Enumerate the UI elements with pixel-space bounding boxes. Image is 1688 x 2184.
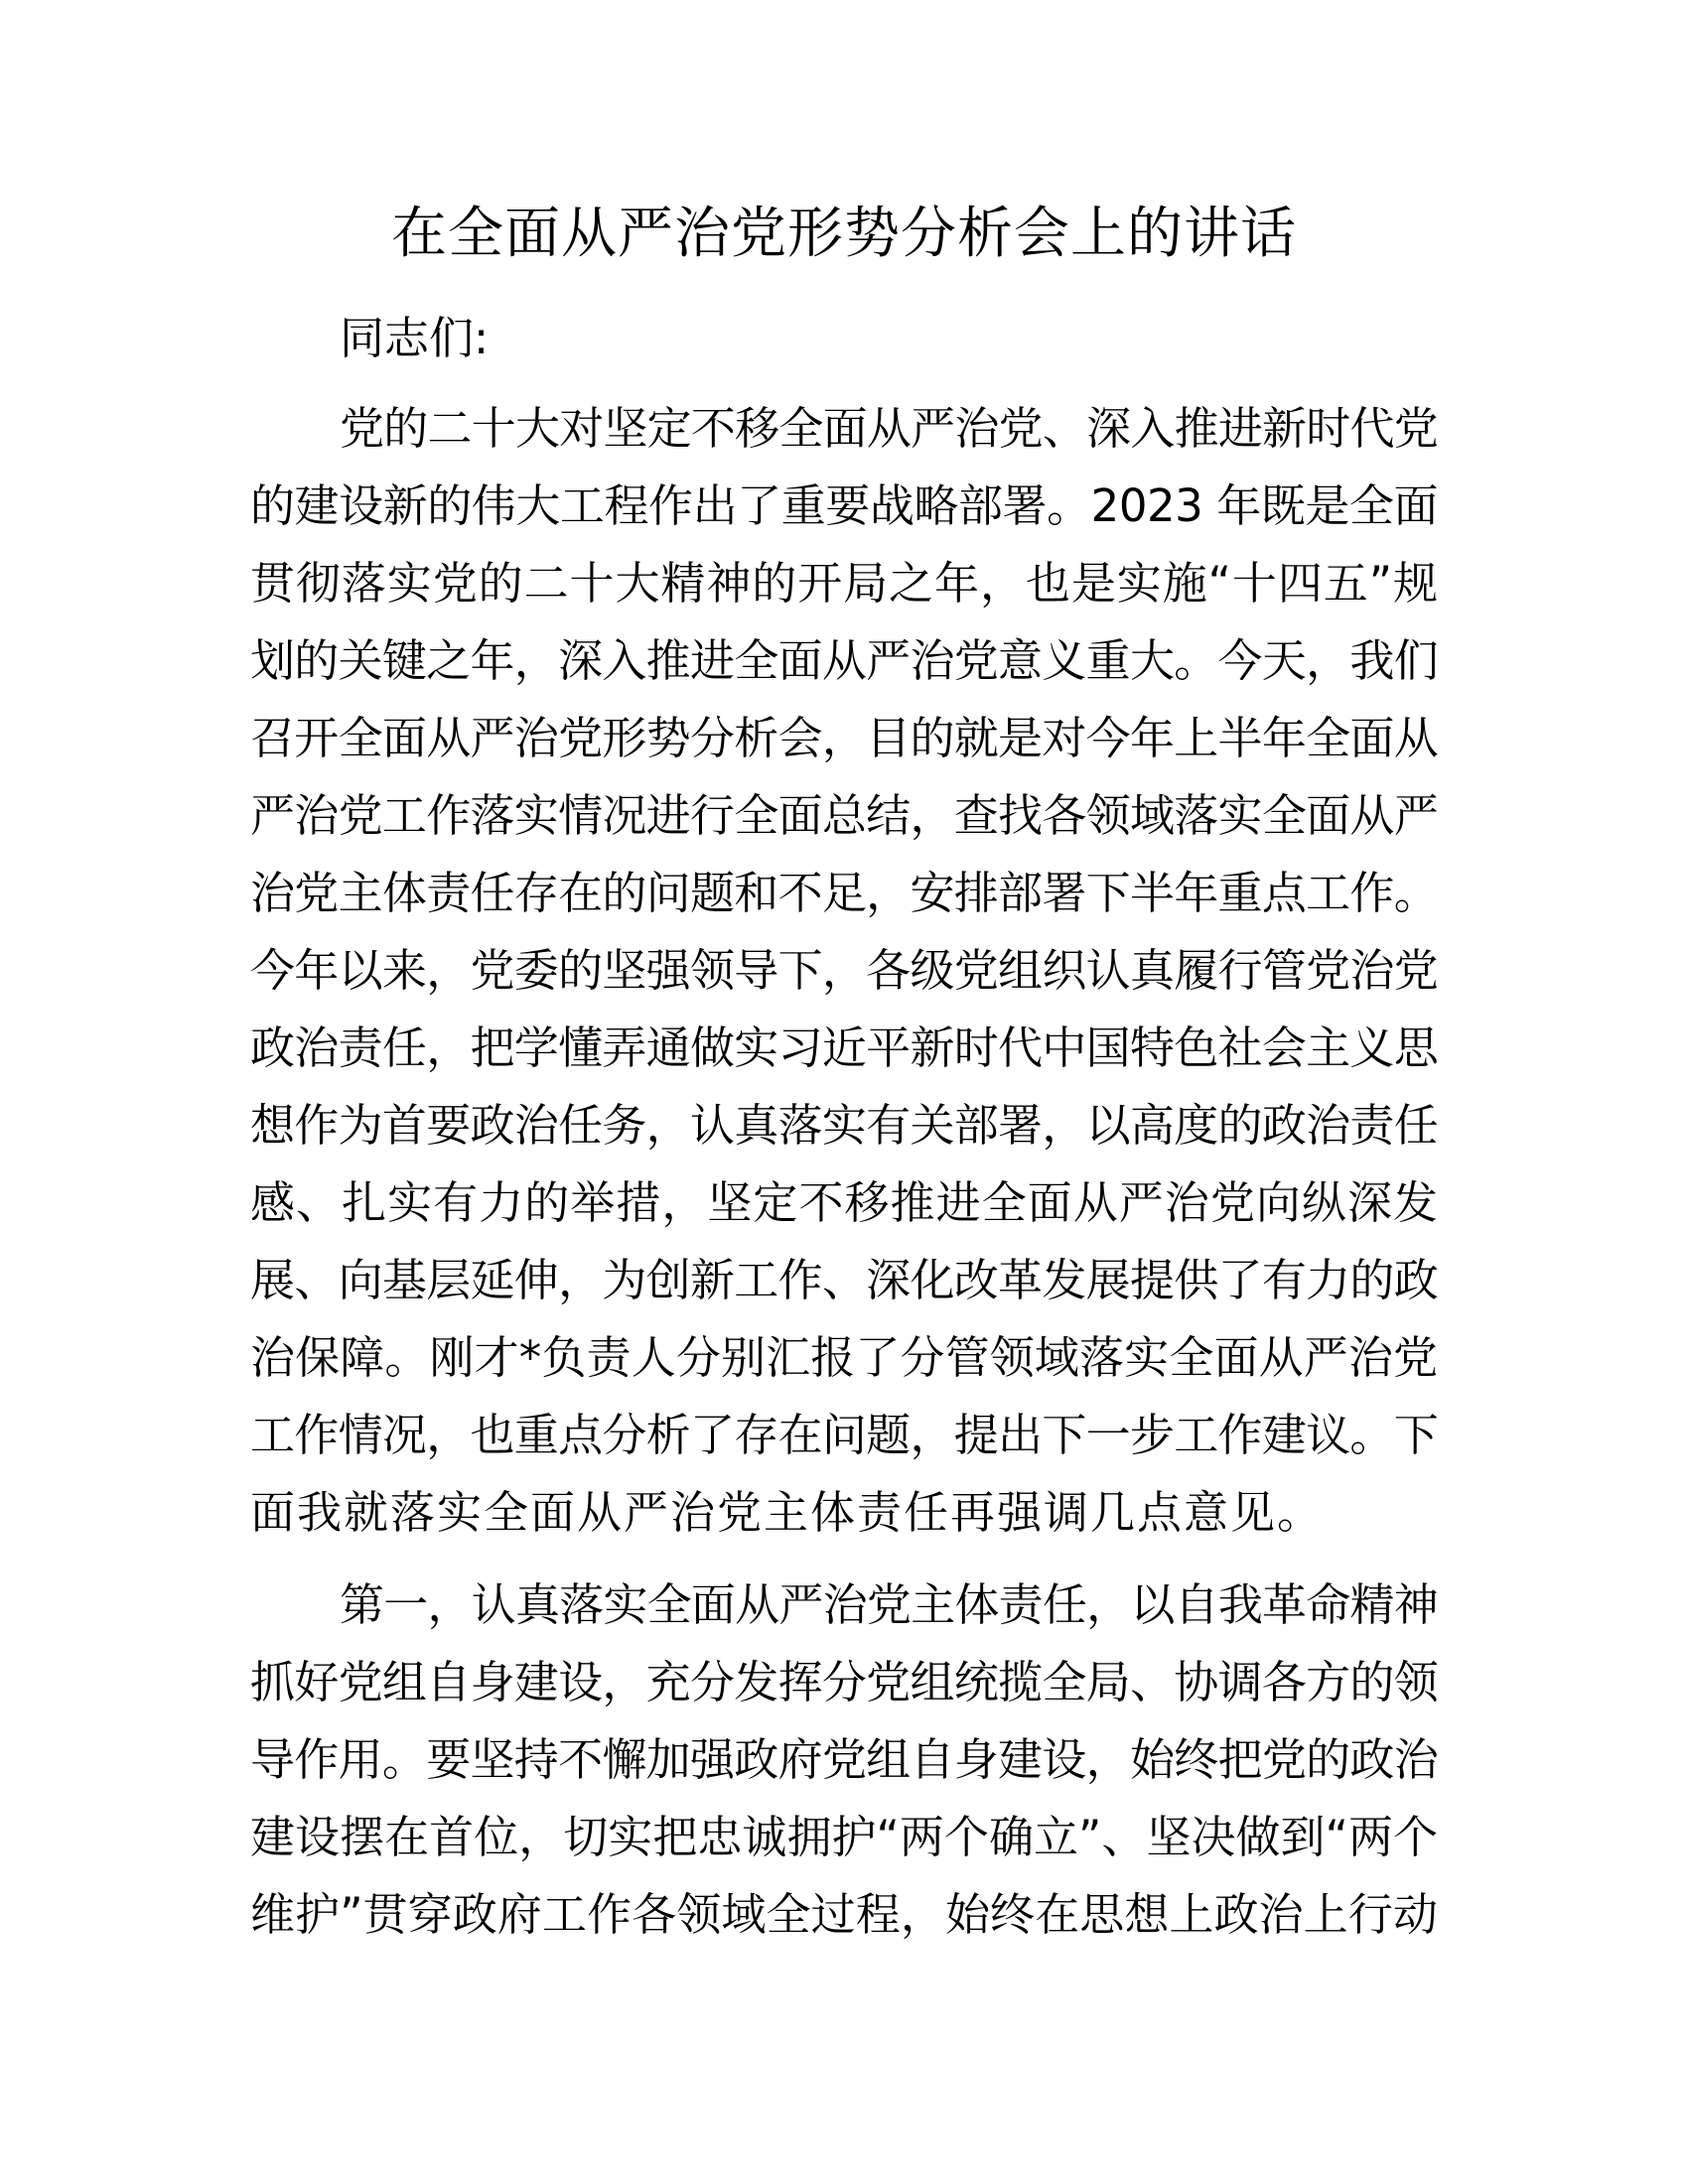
paragraph-line: 治保障。刚才*负责人分别汇报了分管领域落实全面从严治党	[250, 1331, 1438, 1384]
paragraph-line: 维护”贯穿政府工作各领域全过程，始终在思想上政治上行动	[250, 1888, 1438, 1941]
paragraph-line: 第一，认真落实全面从严治党主体责任，以自我革命精神	[340, 1578, 1438, 1631]
paragraph-line: 召开全面从严治党形势分析会，目的就是对今年上半年全面从	[250, 712, 1438, 764]
paragraph-line: 政治责任，把学懂弄通做实习近平新时代中国特色社会主义思	[250, 1022, 1438, 1074]
paragraph-2	[250, 1567, 1438, 1954]
paragraph-line: 面我就落实全面从严治党主体责任再强调几点意见。	[250, 1486, 1325, 1539]
paragraph-line: 贯彻落实党的二十大精神的开局之年，也是实施“十四五”规	[250, 557, 1438, 610]
document-body	[250, 300, 1438, 1954]
paragraph-line: 今年以来，党委的坚强领导下，各级党组织认真履行管党治党	[250, 944, 1438, 997]
paragraph-line: 严治党工作落实情况进行全面总结，查找各领域落实全面从严	[250, 789, 1438, 842]
document-title: 在全面从严治党形势分析会上的讲话	[391, 202, 1297, 266]
salutation: 同志们:	[340, 312, 490, 364]
paragraph-line: 治党主体责任存在的问题和不足，安排部署下半年重点工作。	[250, 867, 1438, 919]
paragraph-line: 抓好党组自身建设，充分发挥分党组统揽全局、协调各方的领	[250, 1656, 1438, 1708]
paragraph-line: 展、向基层延伸，为创新工作、深化改革发展提供了有力的政	[250, 1254, 1438, 1306]
paragraph-line: 划的关键之年，深入推进全面从严治党意义重大。今天，我们	[250, 634, 1438, 687]
paragraph-line: 导作用。要坚持不懈加强政府党组自身建设，始终把党的政治	[250, 1733, 1438, 1786]
paragraph-line: 感、扎实有力的举措，坚定不移推进全面从严治党向纵深发	[250, 1176, 1438, 1229]
paragraph-line: 想作为首要政治任务，认真落实有关部署，以高度的政治责任	[250, 1099, 1438, 1152]
paragraph-line: 党的二十大对坚定不移全面从严治党、深入推进新时代党	[340, 402, 1438, 455]
paragraph-line: 的建设新的伟大工程作出了重要战略部署。2023 年既是全面	[250, 479, 1438, 532]
paragraph-line: 工作情况，也重点分析了存在问题，提出下一步工作建议。下	[250, 1409, 1438, 1461]
paragraph-line: 建设摆在首位，切实把忠诚拥护“两个确立”、坚决做到“两个	[250, 1811, 1438, 1863]
paragraph-1	[250, 390, 1438, 1552]
